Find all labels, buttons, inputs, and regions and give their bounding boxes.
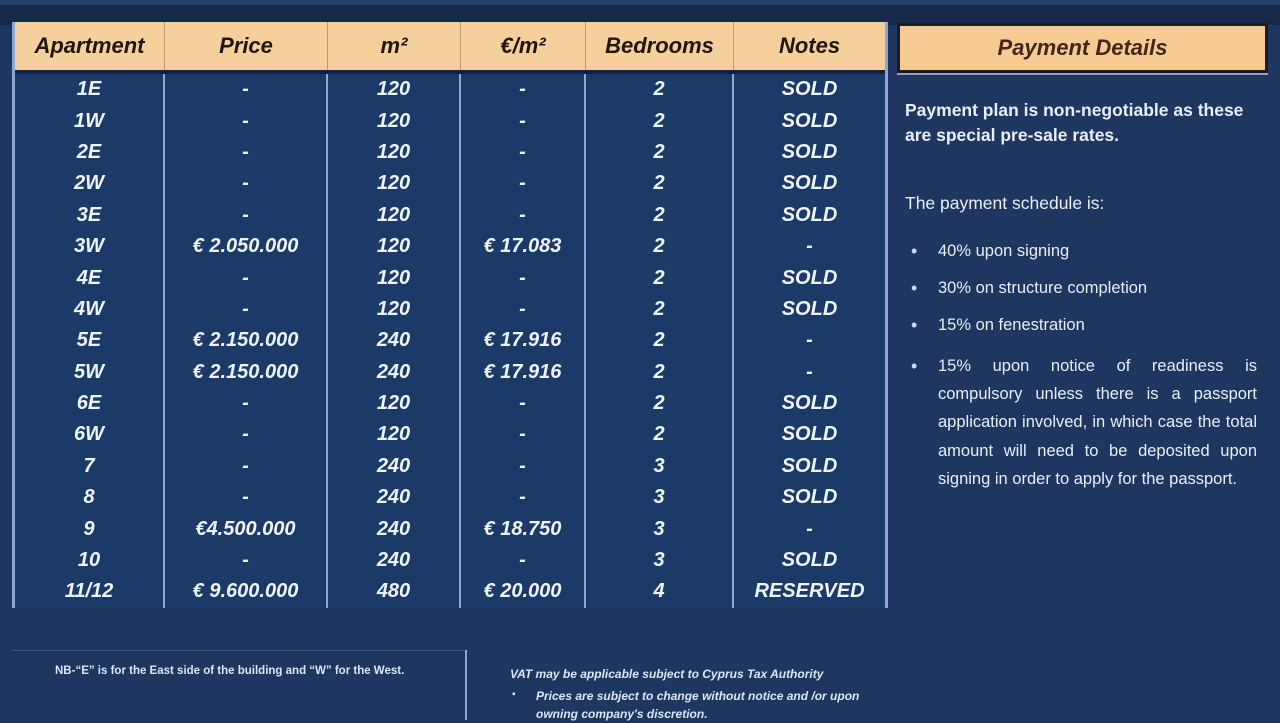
table-cell: 240 (328, 482, 461, 513)
table-cell: 120 (328, 200, 461, 231)
table-row (15, 168, 885, 199)
table-cell: 2 (586, 137, 734, 168)
column-header: Apartment (15, 22, 165, 70)
table-cell: 2 (586, 357, 734, 388)
table-cell: RESERVED (754, 580, 865, 603)
table-cell: - (165, 482, 328, 513)
payment-schedule-item: • 30% on structure completion (905, 277, 1257, 299)
table-cell: - (165, 137, 328, 168)
table-cell: - (165, 294, 328, 325)
table-cell: 2 (586, 74, 734, 105)
table-cell: 1E (15, 74, 165, 105)
table-cell: SOLD (781, 172, 838, 195)
table-cell: 120 (328, 137, 461, 168)
table-cell: 2 (586, 262, 734, 293)
table-cell: 2 (586, 294, 734, 325)
vat-note: VAT may be applicable subject to Cyprus Tax Authority (510, 667, 824, 681)
table-cell: 6E (15, 388, 165, 419)
column-header: €/m² (461, 22, 586, 70)
table-cell: - (165, 74, 328, 105)
table-cell: - (806, 360, 813, 383)
table-cell: SOLD (781, 454, 838, 477)
table-row (15, 262, 885, 293)
payment-schedule-item: • 40% upon signing (905, 240, 1257, 262)
table-cell: - (806, 235, 813, 258)
payment-schedule-item: • 15% upon notice of readiness is compulsory unless there is a passport application involved, in which case the total amount will need to be deposited upon signing in order to apply for the passport. (905, 352, 1257, 494)
table-cell: 3W (15, 231, 165, 262)
table-cell: € 2.150.000 (165, 325, 328, 356)
payment-plan-intro: Payment plan is non-negotiable as these are special pre-sale rates. (905, 100, 1244, 146)
table-cell: - (461, 105, 586, 136)
payment-details-title: Payment Details (997, 35, 1168, 60)
table-cell: - (165, 168, 328, 199)
table-header-row (15, 22, 885, 74)
table-cell: 4E (15, 262, 165, 293)
table-cell: 4W (15, 294, 165, 325)
table-cell: 2E (15, 137, 165, 168)
table-cell: 120 (328, 74, 461, 105)
table-cell: 3 (586, 482, 734, 513)
table-row (15, 231, 885, 262)
table-cell: 240 (328, 357, 461, 388)
table-cell: 2 (586, 419, 734, 450)
table-cell: SOLD (781, 140, 838, 163)
table-cell: € 9.600.000 (165, 576, 328, 607)
table-row (15, 137, 885, 168)
table-cell: 120 (328, 419, 461, 450)
table-cell: 2 (586, 200, 734, 231)
table-cell: 10 (15, 545, 165, 576)
payment-details-panel (905, 98, 1257, 508)
table-row (15, 325, 885, 356)
payment-schedule-label: The payment schedule is: (905, 192, 1105, 213)
table-row (15, 357, 885, 388)
table-cell: 120 (328, 168, 461, 199)
table-cell: 2 (586, 231, 734, 262)
price-change-note: ▪ Prices are subject to change without notice and /or upon owning company's discretion. (510, 687, 890, 723)
table-cell: - (461, 388, 586, 419)
table-cell: 4 (586, 576, 734, 607)
table-cell: SOLD (781, 423, 838, 446)
table-cell: - (165, 451, 328, 482)
column-header: Price (165, 22, 328, 70)
table-cell: - (461, 74, 586, 105)
table-cell: 480 (328, 576, 461, 607)
table-row (15, 74, 885, 105)
table-cell: - (461, 482, 586, 513)
table-cell: € 18.750 (461, 513, 586, 544)
table-row (15, 545, 885, 576)
table-row (15, 513, 885, 544)
apartment-price-table (12, 22, 888, 608)
table-cell: - (806, 329, 813, 352)
table-cell: - (806, 517, 813, 540)
table-cell: - (165, 105, 328, 136)
table-cell: SOLD (781, 78, 838, 101)
table-row (15, 105, 885, 136)
table-row (15, 200, 885, 231)
table-cell: SOLD (781, 392, 838, 415)
table-cell: 7 (15, 451, 165, 482)
table-cell: € 20.000 (461, 576, 586, 607)
table-cell: €4.500.000 (165, 513, 328, 544)
table-cell: 3 (586, 513, 734, 544)
table-cell: 3E (15, 200, 165, 231)
table-cell: SOLD (781, 109, 838, 132)
table-cell: 120 (328, 388, 461, 419)
vat-footnote (510, 665, 890, 723)
column-header: m² (328, 22, 461, 70)
footnote-divider-horizontal (12, 650, 464, 651)
table-cell: - (461, 545, 586, 576)
table-cell: 2 (586, 388, 734, 419)
table-row (15, 419, 885, 450)
table-cell: 120 (328, 231, 461, 262)
table-cell: 1W (15, 105, 165, 136)
table-cell: 240 (328, 325, 461, 356)
table-cell: 11/12 (15, 576, 165, 607)
table-cell: € 2.050.000 (165, 231, 328, 262)
table-cell: SOLD (781, 297, 838, 320)
table-cell: 5E (15, 325, 165, 356)
table-cell: 8 (15, 482, 165, 513)
table-cell: 240 (328, 451, 461, 482)
table-cell: 120 (328, 105, 461, 136)
table-cell: 2W (15, 168, 165, 199)
table-cell: - (461, 137, 586, 168)
table-cell: - (461, 200, 586, 231)
table-cell: 3 (586, 545, 734, 576)
table-cell: 2 (586, 168, 734, 199)
east-west-footnote: NB-“E” is for the East side of the building and “W” for the West. (55, 665, 405, 677)
table-cell: - (165, 388, 328, 419)
table-row (15, 294, 885, 325)
table-cell: € 2.150.000 (165, 357, 328, 388)
table-cell: - (165, 262, 328, 293)
table-cell: 240 (328, 513, 461, 544)
payment-schedule-item: • 15% on fenestration (905, 314, 1257, 336)
table-cell: € 17.916 (461, 325, 586, 356)
table-cell: - (461, 168, 586, 199)
table-row (15, 451, 885, 482)
table-row (15, 482, 885, 513)
table-cell: - (461, 419, 586, 450)
table-cell: - (461, 262, 586, 293)
table-body (15, 74, 885, 608)
table-cell: 9 (15, 513, 165, 544)
payment-schedule-list (905, 240, 1257, 494)
table-cell: - (461, 294, 586, 325)
table-cell: - (165, 200, 328, 231)
table-cell: 2 (586, 105, 734, 136)
table-cell: SOLD (781, 266, 838, 289)
table-cell: 6W (15, 419, 165, 450)
table-cell: 3 (586, 451, 734, 482)
table-cell: € 17.083 (461, 231, 586, 262)
table-row (15, 576, 885, 607)
table-cell: 5W (15, 357, 165, 388)
table-cell: € 17.916 (461, 357, 586, 388)
table-cell: SOLD (781, 486, 838, 509)
table-cell: - (461, 451, 586, 482)
footnote-divider-vertical (465, 650, 467, 720)
payment-details-header (897, 23, 1268, 73)
table-cell: 240 (328, 545, 461, 576)
table-cell: SOLD (781, 203, 838, 226)
table-cell: - (165, 419, 328, 450)
table-cell: 2 (586, 325, 734, 356)
table-row (15, 388, 885, 419)
table-cell: - (165, 545, 328, 576)
column-header: Bedrooms (586, 22, 734, 70)
table-cell: 120 (328, 294, 461, 325)
table-cell: SOLD (781, 549, 838, 572)
table-cell: 120 (328, 262, 461, 293)
column-header: Notes (778, 33, 841, 58)
